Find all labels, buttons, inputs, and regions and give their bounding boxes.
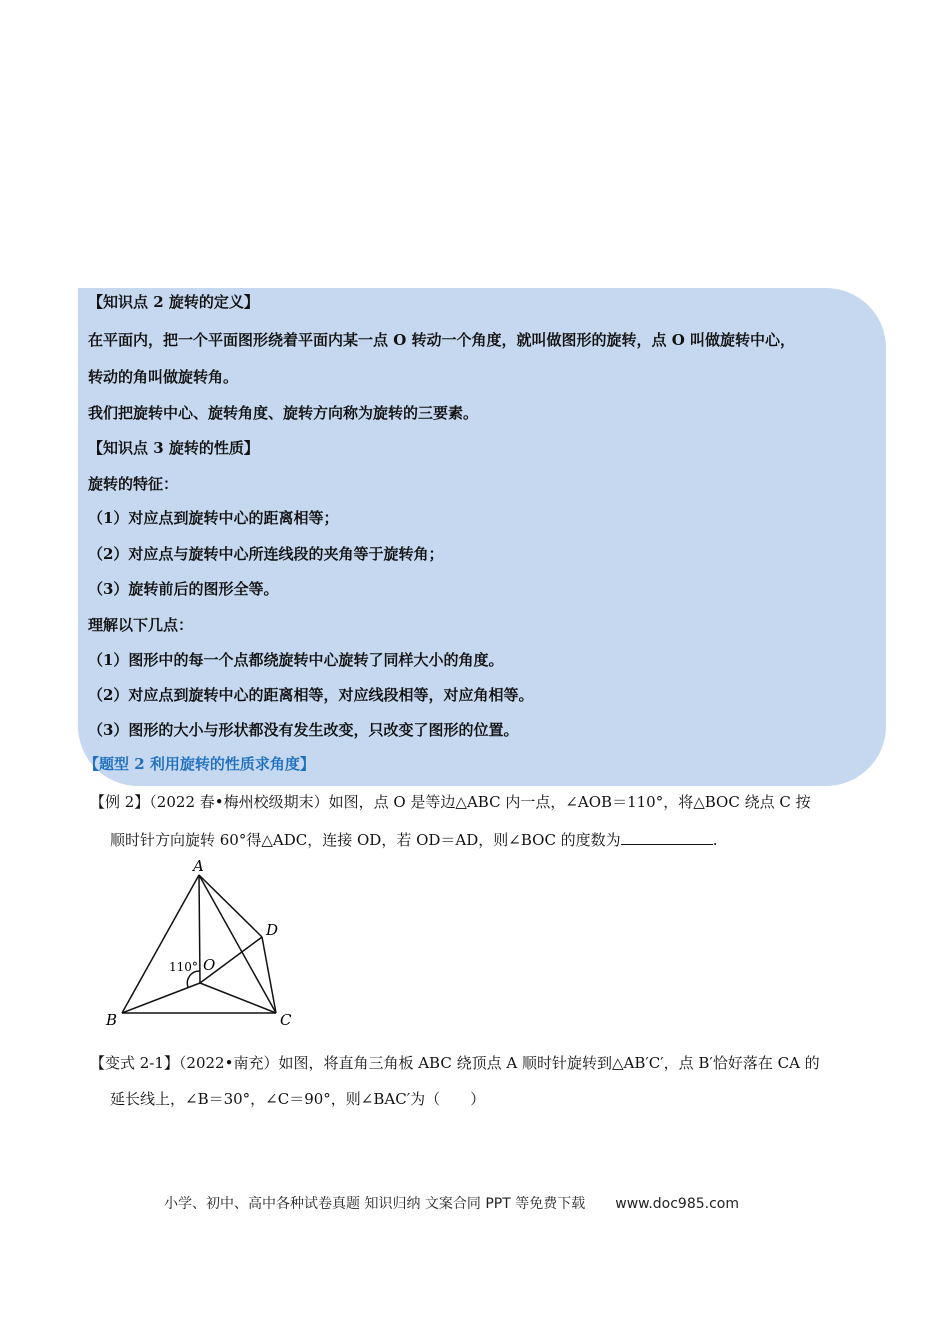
edge-AC <box>199 875 279 1013</box>
understanding-item-3: （3）图形的大小与形状都没有发生改变，只改变了图形的位置。 <box>88 721 519 739</box>
edge-AD <box>199 875 262 937</box>
understanding-item-2: （2）对应点到旋转中心的距离相等，对应线段相等，对应角相等。 <box>88 686 534 704</box>
feature-item-3: （3）旋转前后的图形全等。 <box>88 580 279 598</box>
footer-url[interactable]: www.doc985.com <box>615 1196 739 1212</box>
answer-blank[interactable] <box>621 830 713 845</box>
example-2-line2-end: . <box>712 831 718 849</box>
example-2-line2 <box>110 830 717 850</box>
label-O: O <box>203 956 216 974</box>
edge-AB <box>122 875 199 1013</box>
label-B: B <box>106 1011 118 1029</box>
question-type-2-title: 【题型 2 利用旋转的性质求角度】 <box>84 755 315 773</box>
angle-110-label: 110° <box>169 960 198 974</box>
example-2-line2-text: 顺时针方向旋转 60°得△ADC，连接 OD，若 OD＝AD，则∠BOC 的度数为 <box>110 831 621 849</box>
understanding-item-1: （1）图形中的每一个点都绕旋转中心旋转了同样大小的角度。 <box>88 651 504 669</box>
feature-item-2: （2）对应点与旋转中心所连线段的夹角等于旋转角； <box>88 545 444 563</box>
understanding-heading: 理解以下几点： <box>88 616 194 634</box>
label-D: D <box>266 921 279 939</box>
rotation-definition-line2: 转动的角叫做旋转角。 <box>88 368 239 386</box>
triangle-figure <box>100 855 300 1030</box>
label-C: C <box>280 1011 292 1029</box>
knowledge-panel <box>78 288 886 786</box>
knowledge-point-2-title: 【知识点 2 旋转的定义】 <box>88 293 259 311</box>
knowledge-point-3-title: 【知识点 3 旋转的性质】 <box>88 439 259 457</box>
footer-text: 小学、初中、高中各种试卷真题 知识归纳 文案合同 PPT 等免费下载 <box>164 1196 586 1212</box>
variant-2-1-line2: 延长线上，∠B＝30°，∠C＝90°，则∠BAC′为（ ） <box>110 1090 486 1108</box>
label-A: A <box>193 857 204 875</box>
edge-AO <box>199 875 200 983</box>
edge-BO <box>122 983 200 1013</box>
example-2-line1: 【例 2】（2022 春•梅州校级期末）如图，点 O 是等边△ABC 内一点，∠AOB＝110°，将△BOC 绕点 C 按 <box>90 793 811 811</box>
footer <box>164 1193 739 1213</box>
rotation-definition-line1: 在平面内，把一个平面图形绕着平面内某一点 O 转动一个角度，就叫做图形的旋转，点 O 叫做旋转中心， <box>88 331 796 349</box>
three-elements-line: 我们把旋转中心、旋转角度、旋转方向称为旋转的三要素。 <box>88 404 479 422</box>
features-heading: 旋转的特征： <box>88 475 179 493</box>
edge-OC <box>200 983 276 1013</box>
variant-2-1-line1: 【变式 2-1】（2022•南充）如图，将直角三角板 ABC 绕顶点 A 顺时针旋转到△AB′C′，点 B′恰好落在 CA 的 <box>90 1054 820 1072</box>
feature-item-1: （1）对应点到旋转中心的距离相等； <box>88 509 339 527</box>
